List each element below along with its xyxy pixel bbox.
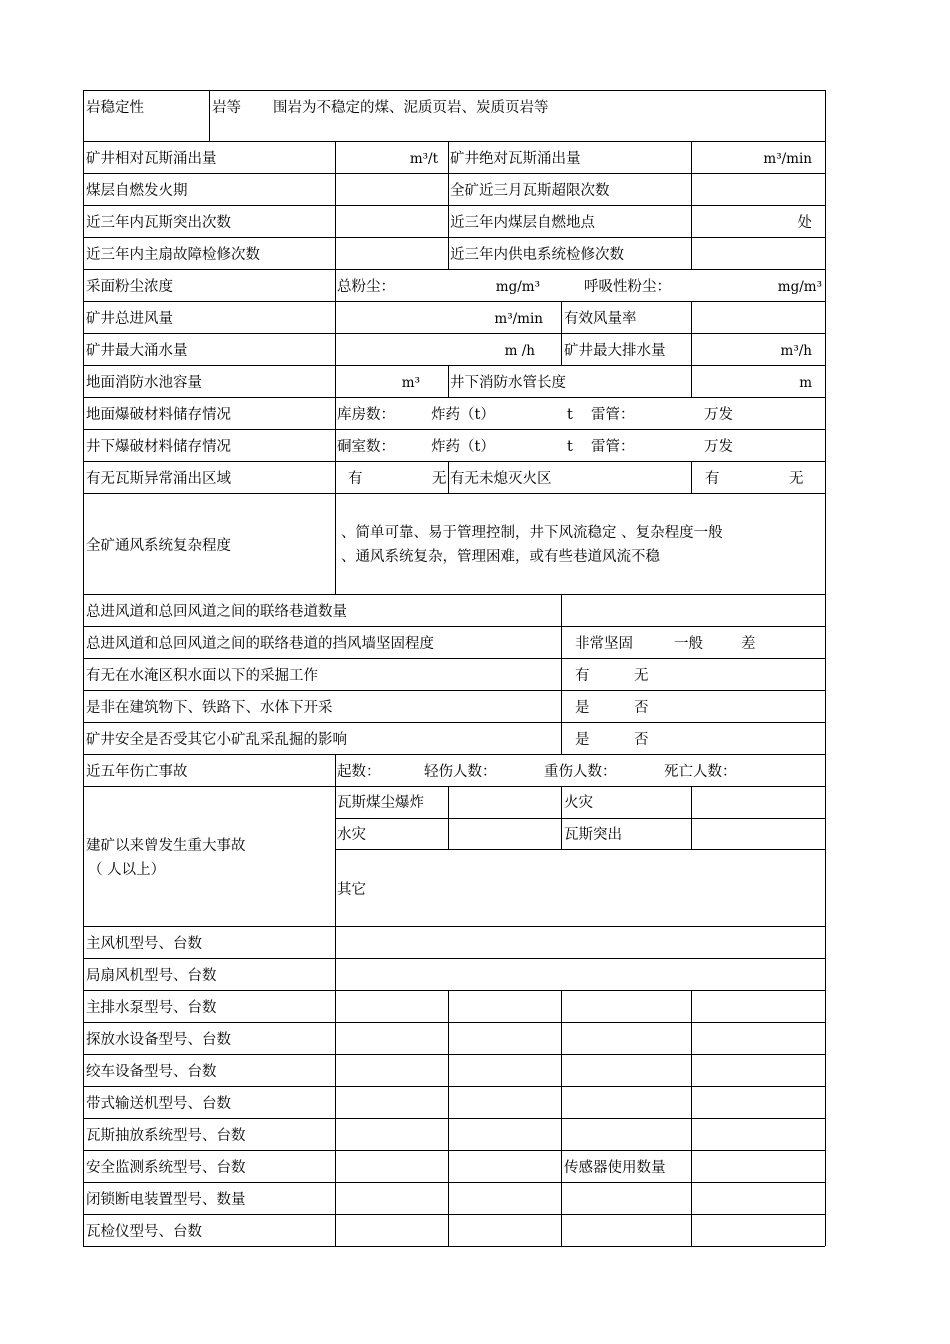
monitoring-system-label: 安全监测系统型号、台数 [86,1160,246,1176]
col-rule [561,786,562,849]
absolute-gas-label: 矿井绝对瓦斯涌出量 [450,151,581,167]
row-rule [83,786,825,787]
gas-overlimit-label: 全矿近三月瓦斯超限次数 [450,183,610,199]
ground-explosive-unit: t [567,407,573,423]
under-detonator-unit: 万发 [704,439,733,455]
col-rule [448,786,449,849]
wall-option-poor: 差 [741,636,756,652]
col-rule [335,141,336,594]
row-rule [83,1086,825,1087]
gas-detector-label: 瓦检仪型号、台数 [86,1224,202,1240]
pool-capacity-unit: m³ [401,375,420,391]
winch-label: 绞车设备型号、台数 [86,1064,217,1080]
ground-blast-label: 地面爆破材料储存情况 [86,407,231,423]
ventilation-label: 全矿通风系统复杂程度 [86,538,231,554]
col-rule [448,141,449,269]
row-rule [83,333,825,334]
col-rule [825,90,826,1246]
link-wall-label: 总进风道和总回风道之间的联络巷道的挡风墙坚固程度 [86,636,434,652]
under-blast-label: 井下爆破材料储存情况 [86,439,231,455]
under-structure-label: 是非在建筑物下、铁路下、水体下开采 [86,700,333,716]
small-mine-yes: 是 [575,732,590,748]
pool-capacity-label: 地面消防水池容量 [86,375,202,391]
ventilation-option-simple: 、简单可靠、易于管理控制，井下风流稳定 、复杂程度一般 [341,525,723,541]
lockout-device-label: 闭锁断电装置型号、数量 [86,1192,246,1208]
row-rule [83,461,825,462]
gas-dust-explosion-label: 瓦斯煤尘爆炸 [337,795,424,811]
row-rule [83,205,825,206]
fire-zone-no: 无 [789,471,804,487]
major-accident-label: 建矿以来曾发生重大事故 [86,838,246,854]
link-count-label: 总进风道和总回风道之间的联络巷道数量 [86,604,347,620]
effective-air-label: 有效风量率 [564,311,637,327]
under-chamber-label: 硐室数： [337,439,395,455]
rock-grade-text: 岩等 [212,100,241,116]
total-air-unit: m³/min [494,311,543,327]
row-rule [83,237,825,238]
wall-option-normal: 一般 [674,636,703,652]
gas-anomaly-label: 有无瓦斯异常涌出区域 [86,471,231,487]
fire-accident-label: 火灾 [564,795,593,811]
row-rule [83,594,825,595]
under-explosive-label: 炸药（t） [431,439,495,455]
under-structure-no: 否 [634,700,649,716]
col-rule [83,90,84,1246]
injury-label: 近五年伤亡事故 [86,764,188,780]
col-rule [561,301,562,365]
other-accident-label: 其它 [337,882,366,898]
wall-option-strong: 非常坚固 [575,636,633,652]
under-explosive-unit: t [567,439,573,455]
fire-period-label: 煤层自燃发火期 [86,183,188,199]
col-rule [448,461,449,493]
row-rule [83,1022,825,1023]
col-rule [448,365,449,397]
ground-warehouse-label: 库房数： [337,407,395,423]
col-rule [335,754,336,1246]
death-count-label: 死亡人数： [664,764,737,780]
col-rule [691,141,692,269]
rock-description: 围岩为不稳定的煤、泥质页岩、炭质页岩等 [273,100,549,116]
total-air-label: 矿井总进风量 [86,311,173,327]
row-rule [83,1182,825,1183]
row-rule [83,958,825,959]
col-rule [691,786,692,849]
max-drainage-unit: m³/h [780,343,812,359]
rock-stability-label: 岩稳定性 [86,100,144,116]
row-rule [83,269,825,270]
fire-pipe-label: 井下消防水管长度 [450,375,566,391]
row-rule [83,754,825,755]
fan-repair-label: 近三年内主扇故障检修次数 [86,247,260,263]
belt-conveyor-label: 带式输送机型号、台数 [86,1096,231,1112]
max-drainage-label: 矿井最大排水量 [564,343,666,359]
flood-no: 无 [634,668,649,684]
local-fan-label: 局扇风机型号、台数 [86,968,217,984]
row-rule [83,141,825,142]
row-rule [83,658,825,659]
max-inflow-label: 矿井最大涌水量 [86,343,188,359]
row-rule [83,1246,825,1247]
gas-anomaly-no: 无 [432,471,447,487]
gas-anomaly-yes: 有 [348,471,363,487]
main-fan-label: 主风机型号、台数 [86,936,202,952]
major-accident-threshold: （ 人以上） [88,862,166,878]
flood-yes: 有 [575,668,590,684]
total-dust-unit: mg/m³ [495,279,540,295]
under-structure-yes: 是 [575,700,590,716]
relative-gas-label: 矿井相对瓦斯涌出量 [86,151,217,167]
row-rule [83,429,825,430]
gas-drainage-label: 瓦斯抽放系统型号、台数 [86,1128,246,1144]
row-rule [83,1214,825,1215]
row-rule [335,818,825,819]
row-rule [83,926,825,927]
row-rule [83,990,825,991]
col-rule [209,90,210,141]
flood-work-label: 有无在水淹区积水面以下的采掘工作 [86,668,318,684]
dust-label: 采面粉尘浓度 [86,279,173,295]
col-rule [448,990,449,1246]
row-rule [83,1118,825,1119]
max-inflow-unit: m /h [504,343,535,359]
fire-zone-label: 有无未熄灭火区 [450,471,552,487]
minor-injury-label: 轻伤人数： [424,764,497,780]
outburst-count-label: 近三年内瓦斯突出次数 [86,215,231,231]
power-repair-label: 近三年内供电系统检修次数 [450,247,624,263]
col-rule [691,301,692,397]
row-rule [83,493,825,494]
row-rule [335,849,825,850]
row-rule [83,722,825,723]
row-rule [83,626,825,627]
absolute-gas-unit: m³/min [763,151,812,167]
small-mine-label: 矿井安全是否受其它小矿乱采乱掘的影响 [86,732,347,748]
fire-pipe-unit: m [799,375,812,391]
row-rule [83,90,825,91]
col-rule [691,990,692,1246]
row-rule [83,365,825,366]
row-rule [83,1150,825,1151]
ventilation-option-complex: 、通风系统复杂，管理困难，或有些巷道风流不稳 [341,549,660,565]
outburst-accident-label: 瓦斯突出 [564,827,622,843]
serious-injury-label: 重伤人数： [544,764,617,780]
self-ignition-unit: 处 [797,215,812,231]
row-rule [83,301,825,302]
main-pump-label: 主排水泵型号、台数 [86,1000,217,1016]
relative-gas-unit: m³/t [409,151,438,167]
flood-accident-label: 水灾 [337,827,366,843]
col-rule [561,594,562,754]
ground-explosive-label: 炸药（t） [431,407,495,423]
sensor-count-label: 传感器使用数量 [564,1160,666,1176]
respirable-dust-label: 呼吸性粉尘： [584,279,671,295]
respirable-dust-unit: mg/m³ [777,279,822,295]
ground-detonator-label: 雷管： [591,407,635,423]
small-mine-no: 否 [634,732,649,748]
row-rule [83,690,825,691]
row-rule [83,1054,825,1055]
col-rule [561,990,562,1246]
total-dust-label: 总粉尘： [337,279,395,295]
water-probe-label: 探放水设备型号、台数 [86,1032,231,1048]
under-detonator-label: 雷管： [591,439,635,455]
self-ignition-label: 近三年内煤层自燃地点 [450,215,595,231]
fire-zone-yes: 有 [705,471,720,487]
ground-detonator-unit: 万发 [704,407,733,423]
col-rule [691,461,692,493]
row-rule [83,397,825,398]
row-rule [83,173,825,174]
injury-count-label: 起数： [337,764,381,780]
